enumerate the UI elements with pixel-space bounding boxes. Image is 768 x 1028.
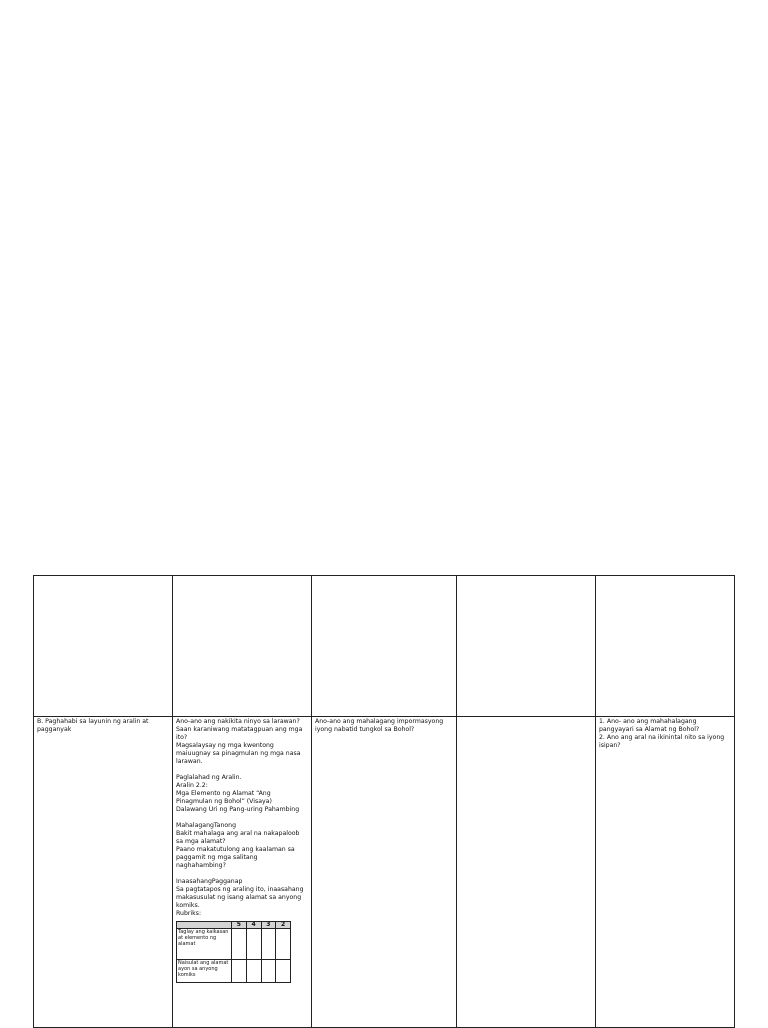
table-cell <box>261 929 276 960</box>
table-cell: Taglay ang kaikasan at elemento ng alamat <box>177 929 232 960</box>
table-cell <box>34 576 173 717</box>
rubric-table <box>176 921 291 983</box>
cell-text: Paglalahad ng Aralin. <box>176 774 242 781</box>
table-cell <box>457 717 596 1028</box>
cell-text: Sa pagtatapos ng araling ito, inaasahang makasusulat ng isang alamat sa anyong komiks. <box>176 886 304 909</box>
table-cell <box>177 922 232 929</box>
table-cell <box>276 960 291 983</box>
lesson-log-page-2 <box>33 575 734 1028</box>
table-cell <box>246 929 261 960</box>
cell-text: Mga Elemento ng Alamat “Ang Pinagmulan ng Bohol” (Visaya) <box>176 790 272 805</box>
table-cell <box>261 960 276 983</box>
table-cell <box>596 576 735 717</box>
continuation-table <box>33 575 735 1028</box>
table-cell <box>232 960 247 983</box>
pamamaraan-b-label: B. Paghahabi sa layunin ng aralin at pagganyak <box>34 717 173 1028</box>
table-cell: Naisulat ang alamat ayon sa anyong komiks <box>177 960 232 983</box>
cell-text: 1. Ano- ano ang mahahalagang pangyayari sa Alamat ng Bohol? <box>599 718 700 733</box>
cell-text: Ano-ano ang nakikita ninyo sa larawan? Saan karaniwang matatagpuan ang mga ito? <box>176 718 303 741</box>
cell-text: Aralin 2.2: <box>176 782 208 789</box>
table-cell <box>232 929 247 960</box>
cell-text: 2. Ano ang aral na ikinintal nito sa iyong isipan? <box>599 734 725 749</box>
table-cell: 4 <box>246 922 261 929</box>
cell-text: MahalagangTanong <box>176 822 237 829</box>
cell-text: Bakit mahalaga ang aral na nakapaloob sa mga alamat? <box>176 830 300 845</box>
table-cell: 2 <box>276 922 291 929</box>
pamamaraan-b-miyerkules: Ano-ano ang mahalagang impormasyong iyong nabatid tungkol sa Bohol? <box>312 717 457 1028</box>
table-cell <box>173 576 312 717</box>
table-cell <box>457 576 596 717</box>
cell-text: Rubriks: <box>176 910 202 917</box>
cell-text: Magsalaysay ng mga kwentong maiuugnay sa pinagmulan ng mga nasa larawan. <box>176 742 301 765</box>
cell-text: InaasahangPagganap <box>176 878 243 885</box>
table-cell <box>246 960 261 983</box>
table-cell: 5 <box>232 922 247 929</box>
cell-text: Paano makatutulong ang kaalaman sa paggamit ng mga salitang naghahambing? <box>176 846 295 869</box>
cell-text: Dalawang Uri ng Pang-uring Pahambing <box>176 806 300 813</box>
table-cell <box>312 576 457 717</box>
pamamaraan-b-lunes <box>173 717 312 1028</box>
table-cell: 3 <box>261 922 276 929</box>
table-cell <box>276 929 291 960</box>
pamamaraan-b-biyernes <box>596 717 735 1028</box>
